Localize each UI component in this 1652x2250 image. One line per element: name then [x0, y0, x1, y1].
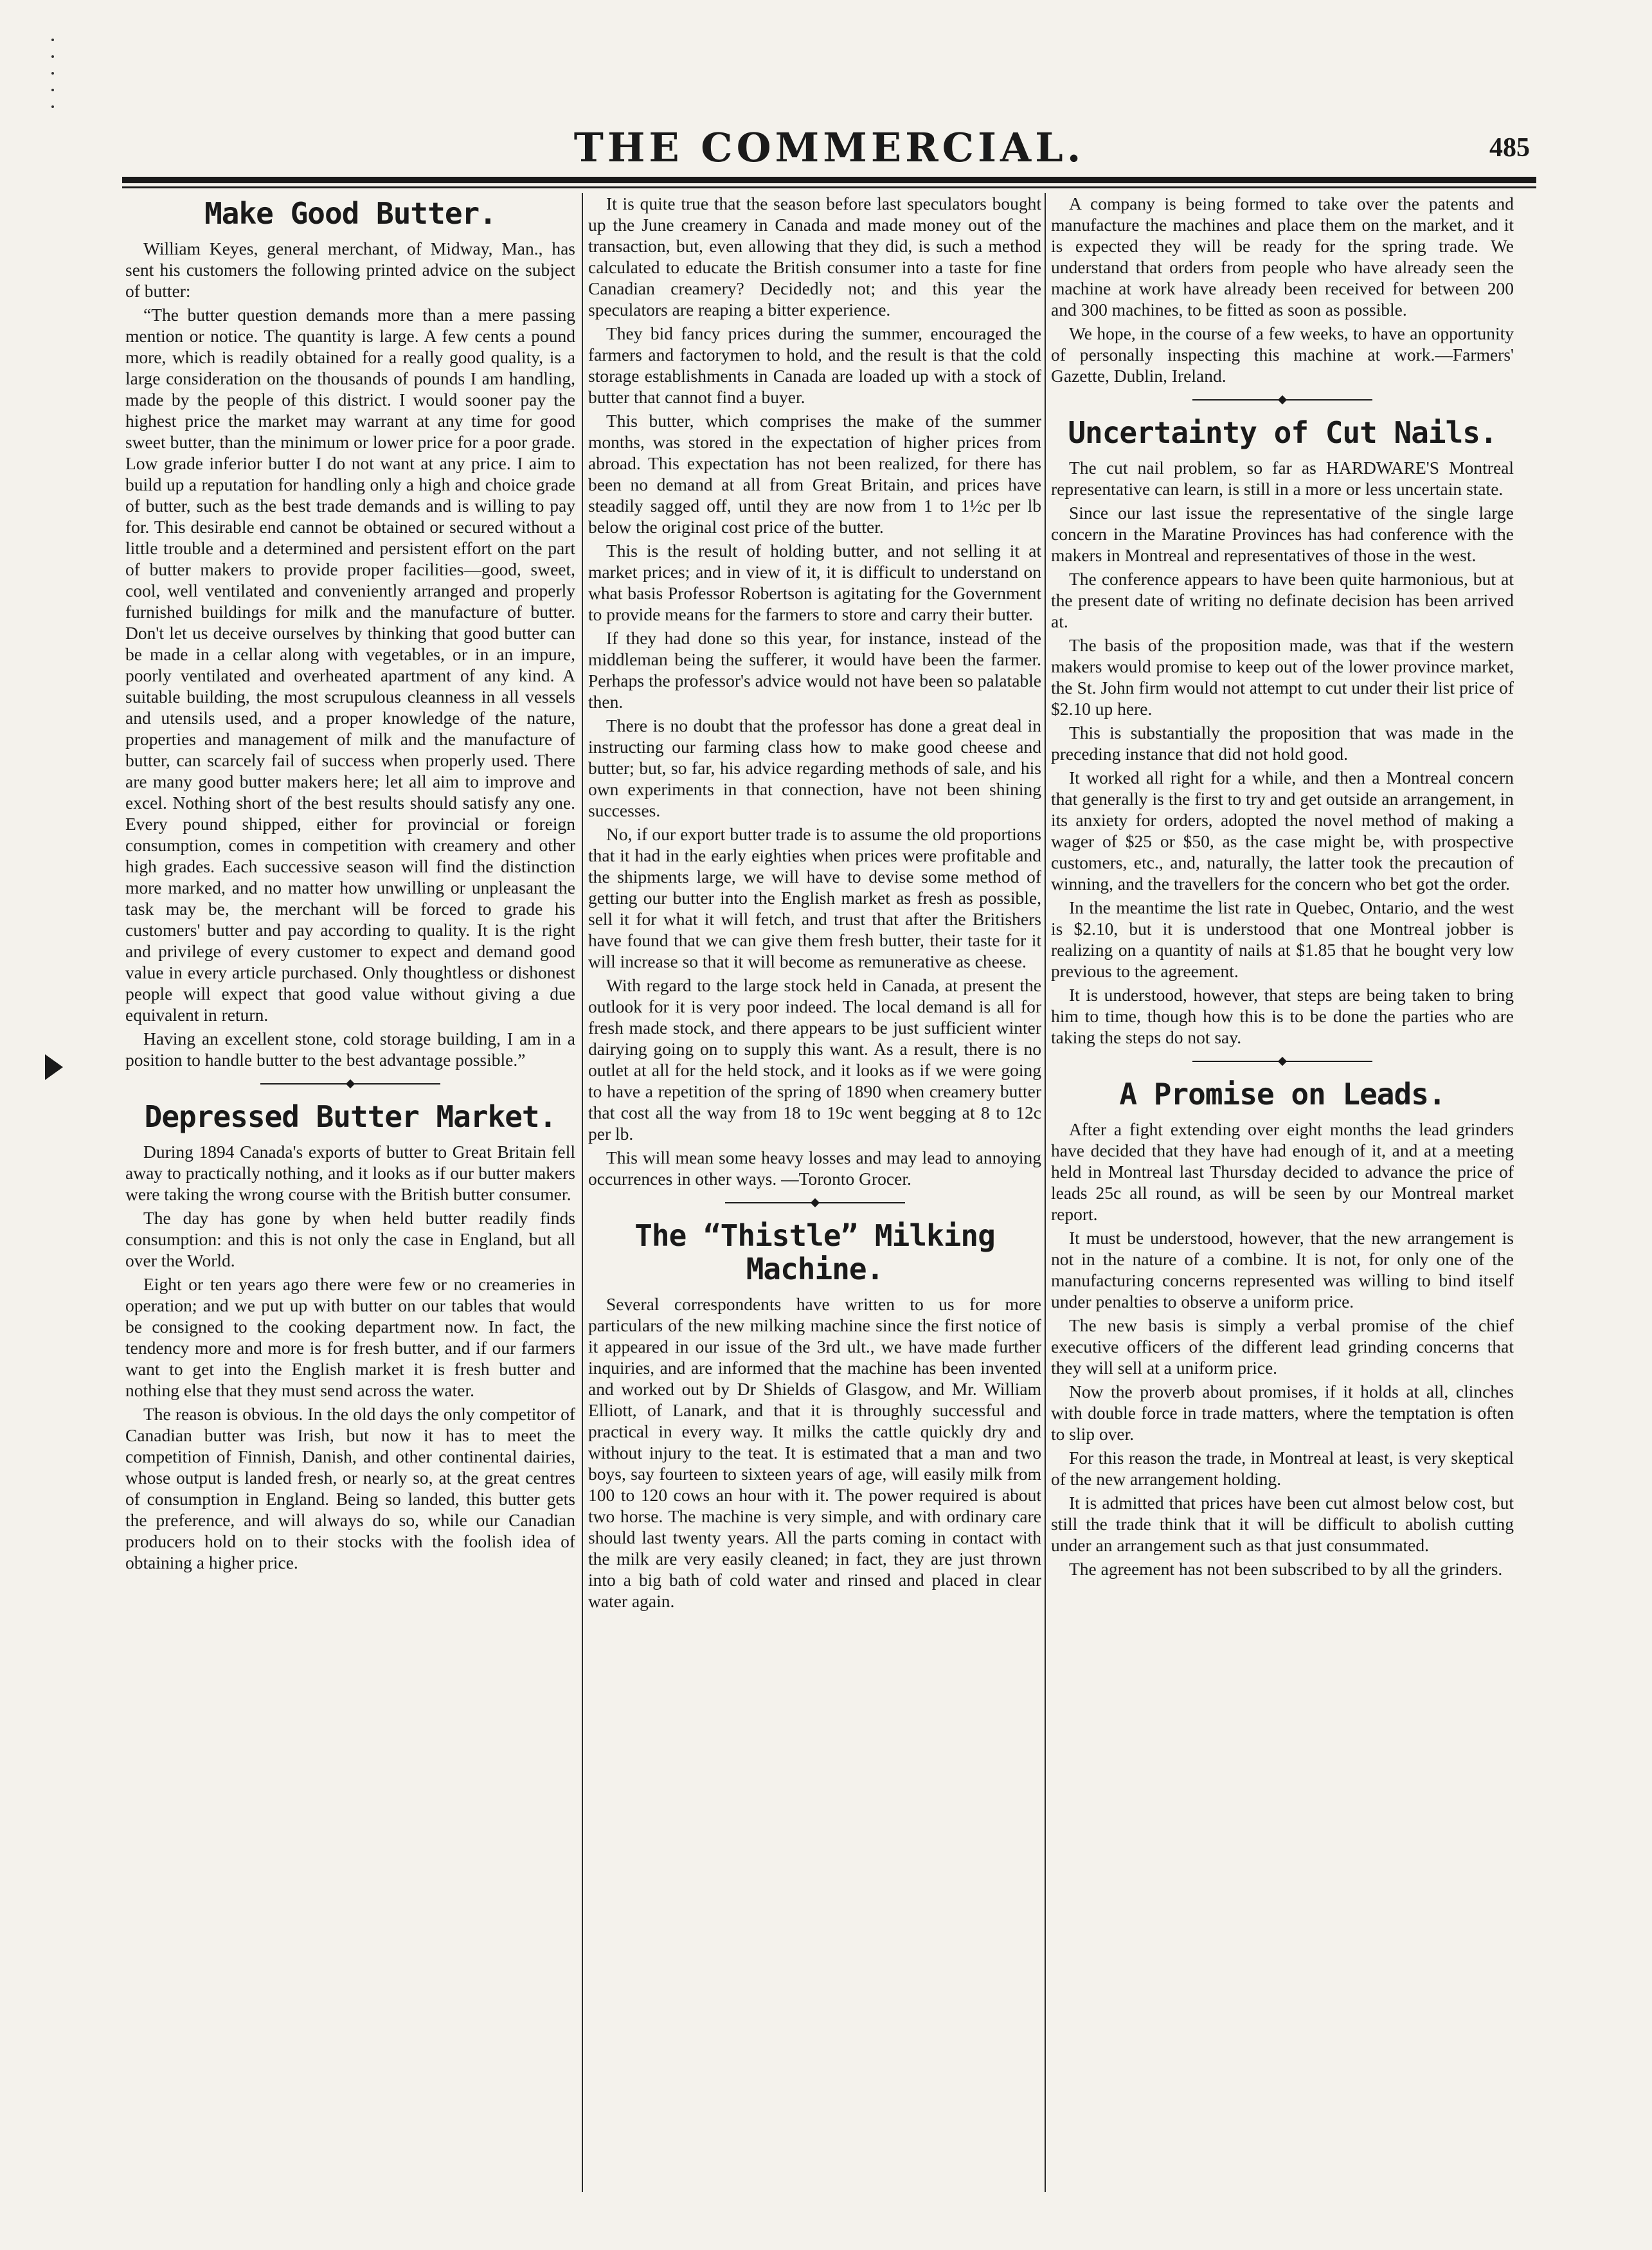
article-title: A Promise on Leads. — [1119, 1077, 1446, 1112]
paragraph: The reason is obvious. In the old days the only competitor of Canadian butter was Irish, but now it has to meet the competition of Finnish, Danish, and other continental dairies, whose output is landed fresh, or nearly so, at the great centres of consumption in England. Being so landed, this butter gets the preference, and will always do so, while our Canadian producers hold on to their stocks with the foolish idea of obtaining a higher price. — [125, 1404, 575, 1572]
column-divider — [1045, 193, 1046, 2192]
masthead — [129, 122, 1530, 174]
margin-arrow-icon — [45, 1054, 63, 1080]
paragraph: Several correspondents have written to us for more particulars of the new milking machine since the first notice of it appeared in our issue of the 3rd ult., we have made further inquiries, and are informed that the machine has been invented and worked out by Dr Shields of Glasgow, and Mr. William Elliott, of Lanark, and that it is throughly successful and practical in every way. It milks the cattle quickly dry and without injury to the teat. It is estimated that a man and two boys, say fourteen to sixteen years of age, will easily milk from 100 to 120 cows an hour with it. The power required is about two horse. The machine is very simple, and with ordinary care should last twenty years. All the parts coming in contact with the milk are very easily cleaned; in fact, they are just thrown into a big bath of cold water and rinsed and placed in clear water again. — [588, 1294, 1041, 1611]
paragraph: For this reason the trade, in Montreal at least, is very skeptical of the new arrangement holding. — [1051, 1448, 1514, 1489]
paragraph: Having an excellent stone, cold storage building, I am in a position to handle butter to the best advantage possible.” — [125, 1029, 575, 1070]
paragraph: This butter, which comprises the make of the summer months, was stored in the expectation of higher prices from abroad. This expectation has not been realized, for there has been no demand at all from Great Britain, and prices have steadily sagged off, until they are now from 1 to 1½c per lb below the original cost price of the butter. — [588, 411, 1041, 537]
paragraph: This is the result of holding butter, and not selling it at market prices; and in view of it, it is difficult to understand on what basis Professor Robertson is agitating for the Government to provide means for the farmers to store and carry their butter. — [588, 541, 1041, 624]
paragraph: The basis of the proposition made, was that if the western makers would promise to keep out of the lower province market, the St. John firm would not attempt to cut under their list price of $2.10 up here. — [1051, 635, 1514, 719]
header-rule-thick — [122, 177, 1536, 183]
paragraph: We hope, in the course of a few weeks, to have an opportunity of personally inspecting this machine at work.—Farmers' Gazette, Dublin, Ireland. — [1051, 323, 1514, 386]
paragraph: It is understood, however, that steps are being taken to bring him to time, though how this is to be done the parties who are taking the steps do not say. — [1051, 985, 1514, 1047]
page-number: 485 — [1489, 133, 1530, 163]
section-separator — [260, 1079, 440, 1088]
paragraph: With regard to the large stock held in Canada, at present the outlook for it is very poor indeed. The local demand is all for fresh made stock, and there appears to be just sufficient winter dairying going on to supply this want. As a result, there is no outlet at all for the held stock, and it looks as if we were going to have a repetition of the spring of 1890 when creamery butter that cost all the way from 18 to 19c went begging at 8 to 12c per lb. — [588, 975, 1041, 1144]
paragraph: If they had done so this year, for instance, instead of the middleman being the sufferer, it would have been the farmer. Perhaps the professor's advice would not have been so palatable then. — [588, 628, 1041, 712]
article-make-good-butter — [125, 197, 575, 1070]
paragraph: Eight or ten years ago there were few or no creameries in operation; and we put up with butter on our tables that would be consigned to the cooking department now. In fact, the tendency more and more is for fresh butter, and if our farmers want to get into the English market it is fresh butter and nothing else that they must send across the water. — [125, 1274, 575, 1400]
paragraph: The cut nail problem, so far as HARDWARE'S Montreal representative can learn, is still in a more or less uncertain state. — [1051, 458, 1514, 499]
paragraph: In the meantime the list rate in Quebec, Ontario, and the west is $2.10, but it is understood that one Montreal jobber is realizing on a quantity of nails at $1.85 that he bought very low previous to the agreement. — [1051, 897, 1514, 981]
margin-dots — [51, 39, 55, 122]
article-uncertainty-of-cut-nails — [1051, 416, 1514, 1048]
article-title: The “Thistle” Milking Machine. — [634, 1218, 995, 1286]
paragraph: It worked all right for a while, and then a Montreal concern that generally is the first to try and get outside an arrangement, in its anxiety for orders, adopted the novel method of making a wager of $25 or $50, as the case might be, with prospective customers, etc., and, naturally, the latter took the precaution of winning, and the travellers for the concern who bet got the order. — [1051, 768, 1514, 894]
article-a-promise-on-leads — [1051, 1077, 1514, 1580]
header-rule-thin — [122, 186, 1536, 188]
paragraph: There is no doubt that the professor has done a great deal in instructing our farming class how to make good cheese and butter; but, so far, his advice regarding methods of sale, and his own experiments in that connection, have not been shining successes. — [588, 716, 1041, 820]
paragraph: The new basis is simply a verbal promise of the chief executive officers of the different lead grinding concerns that they will sell at a uniform price. — [1051, 1315, 1514, 1378]
section-separator — [1192, 1057, 1372, 1066]
paragraph: This is substantially the proposition that was made in the preceding instance that did not hold good. — [1051, 723, 1514, 764]
paragraph: After a fight extending over eight months the lead grinders have decided that they have had enough of it, and at a meeting held in Montreal last Thursday decided to advance the price of leads 25c all round, as will be seen by our Montreal market report. — [1051, 1119, 1514, 1224]
section-separator — [1192, 395, 1372, 404]
paragraph: The conference appears to have been quite harmonious, but at the present date of writing no definate decision has been arrived at. — [1051, 569, 1514, 631]
section-separator — [725, 1198, 905, 1207]
article-title: Uncertainty of Cut Nails. — [1068, 415, 1497, 450]
paragraph: This will mean some heavy losses and may lead to annoying occurrences in other ways. —Toronto Grocer. — [588, 1148, 1041, 1189]
paragraph: During 1894 Canada's exports of butter to Great Britain fell away to practically nothing, and it looks as if our butter makers were taking the wrong course with the British butter consumer. — [125, 1142, 575, 1204]
paragraph: Now the proverb about promises, if it holds at all, clinches with double force in trade matters, where the temptation is often to slip over. — [1051, 1382, 1514, 1444]
column-3 — [1051, 193, 1514, 2218]
paragraph: William Keyes, general merchant, of Midway, Man., has sent his customers the following printed advice on the subject of butter: — [125, 239, 575, 301]
article-depressed-butter-market — [125, 1100, 575, 1573]
article-title: Make Good Butter. — [204, 196, 496, 231]
paragraph: Since our last issue the representative of the single large concern in the Maratine Provinces has had conference with the makers in Montreal and representatives of those in the west. — [1051, 503, 1514, 565]
article-depressed-butter-market-continued — [588, 193, 1041, 1189]
paragraph: The agreement has not been subscribed to by all the grinders. — [1069, 1559, 1503, 1579]
paragraph: No, if our export butter trade is to assume the old proportions that it had in the early eighties when prices were profitable and the shipments large, we will have to devise some method of getting our butter into the English market as fresh as possible, sell it for what it will fetch, and trust that after the Britishers have found that we can give them fresh butter, their taste for it will increase so that it will become as remunerative as cheese. — [588, 824, 1041, 971]
article-thistle-milking-machine-continued — [1051, 193, 1514, 386]
paragraph: It must be understood, however, that the new arrangement is not in the nature of a combine. It is not, for only one of the manufacturing concerns represented was willing to bind itself under penalties to observe a uniform price. — [1051, 1228, 1514, 1311]
paragraph: A company is being formed to take over the patents and manufacture the machines and place them on the market, and it is expected they will be ready for the spring trade. We understand that orders from people who have already seen the machine at work have already been received for between 200 and 300 machines, to be fitted as soon as possible. — [1051, 194, 1514, 320]
article-title: Depressed Butter Market. — [144, 1099, 557, 1134]
paragraph: It is quite true that the season before last speculators bought up the June creamery in Canada and made money out of the transaction, but, even allowing that they did, is such a method calculated to educate the British consumer into a taste for fine Canadian creamery? Decidedly not; and this year the speculators are reaping a bitter experience. — [588, 194, 1041, 320]
paragraph: They bid fancy prices during the summer, encouraged the farmers and factorymen to hold, and the result is that the cold storage establishments in Canada are loaded up with a stock of butter that cannot find a buyer. — [588, 323, 1041, 407]
column-1 — [125, 193, 575, 2218]
article-thistle-milking-machine — [588, 1219, 1041, 1612]
paragraph: The day has gone by when held butter readily finds consumption: and this is not only the case in England, but all over the World. — [125, 1208, 575, 1270]
publication-title: THE COMMERCIAL. — [573, 124, 1085, 171]
paragraph: “The butter question demands more than a mere passing mention or notice. The quantity is large. A few cents a pound more, which is readily obtained for a really good quality, is a large consideration on the thousands of pounds I am handling, made by the people of this district. I would sooner pay the highest price the market may warrant at any time for good sweet butter, than the minimum or lower price for a poor grade. Low grade inferior butter I do not want at any price. I aim to build up a reputation for handling only a high and choice grade of butter, such as the best trade demands and is willing to pay for. This desirable end cannot be obtained or secured without a little trouble and a determined and persistent effort on the part of butter makers to provide proper facilities—good, sweet, cool, well ventilated and conveniently arranged and properly furnished buildings for milk and the manufacture of butter. Don't let us deceive ourselves by thinking that good butter can be made in a cellar along with vegetables, or in an impure, poorly ventilated and overheated apartment of any kind. A suitable building, the most scrupulous cleanness in all vessels and utensils used, and a proper knowledge of the nature, properties and management of milk and the manufacture of butter, can scarcely fail of success when properly used. There are many good butter makers here; let all aim to improve and excel. Nothing short of the best results should satisfy any one. Every pound shipped, either for provincial or foreign consumption, comes in competition with creamery and other high grades. Each successive season will find the distinction more marked, and no matter how unwilling or unpleasant the task may be, the merchant will be forced to grade his customers' butter and pay according to quality. It is the right and privilege of every customer to expect and demand good value in every article purchased. Only thoughtless or dishonest people will expect that good value without giving a due equivalent in return. — [125, 305, 575, 1025]
column-divider — [582, 193, 583, 2192]
paragraph: It is admitted that prices have been cut almost below cost, but still the trade think that it will be difficult to abolish cutting under an arrangement such as that just consummated. — [1051, 1493, 1514, 1555]
column-2 — [588, 193, 1041, 2218]
